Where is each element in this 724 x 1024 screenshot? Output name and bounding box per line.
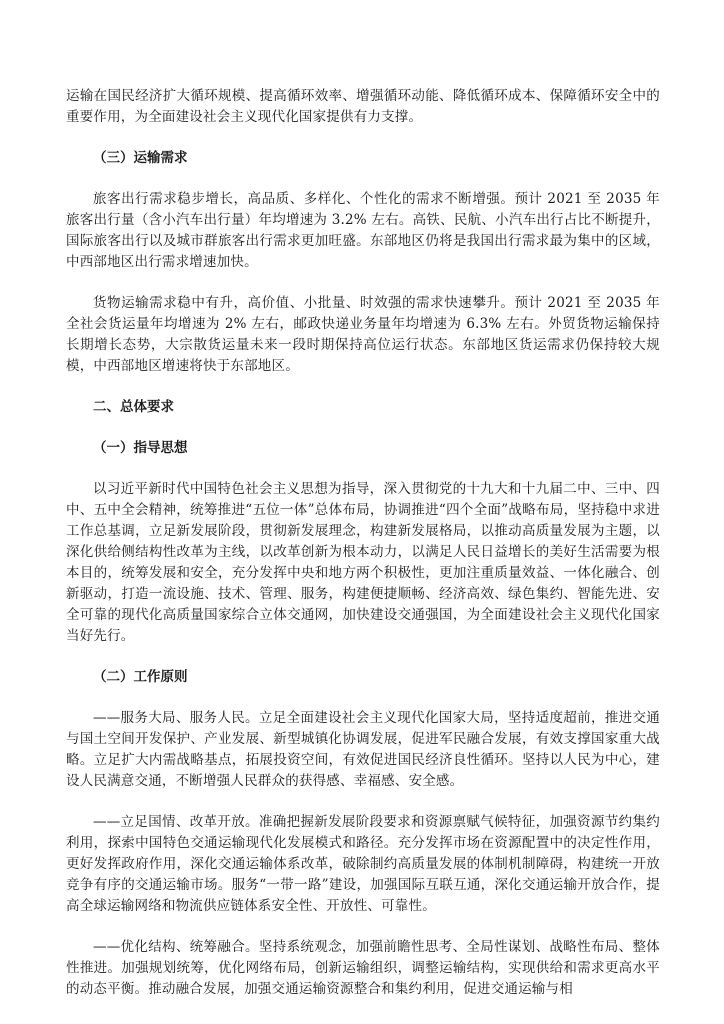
paragraph-principle-optimize-structure: ——优化结构、统筹融合。坚持系统观念，加强前瞻性思考、全局性谋划、战略性布局、整体性推进。加强规划统筹，优化网络布局，创新运输组织，调整运输结构，实现供给和需求更高水平的动态平衡。推动融合发展，加强交通运输资源整合和集约利用，促进交通运输与相 [66,939,660,997]
paragraph-guiding-ideology: 以习近平新时代中国特色社会主义思想为指导，深入贯彻党的十九大和十九届二中、三中、四中、五中全会精神，统筹推进“五位一体”总体布局，协调推进“四个全面”战略布局，坚持稳中求进工作总基调，立足新发展阶段，贯彻新发展理念，构建新发展格局，以推动高质量发展为主题，以深化供给侧结构性改革为主线，以改革创新为根本动力，以满足人民日益增长的美好生活需要为根本目的，统筹发展和安全，充分发挥中央和地方两个积极性，更加注重质量效益、一体化融合、创新驱动，打造一流设施、技术、管理、服务，构建便捷顺畅、经济高效、绿色集约、智能先进、安全可靠的现代化高质量国家综合立体交通网，加快建设交通强国，为全面建设社会主义现代化国家当好先行。 [66,481,660,644]
heading-transport-demand: （三）运输需求 [93,150,188,166]
spacer [66,418,660,438]
paragraph-intro-continuation: 运输在国民经济扩大循环规模、提高循环效率、增强循环动能、降低循环成本、保障循环安全中的重要作用，为全面建设社会主义现代化国家提供有力支撑。 [66,88,660,125]
paragraph-principle-serve-people: ——服务大局、服务人民。立足全面建设社会主义现代化国家大局，坚持适度超前，推进交通与国土空间开发保护、产业发展、新型城镇化协调发展，促进军民融合发展，有效支撑国家重大战略。立足扩大内需战略基点，拓展投资空间，有效促进国民经济良性循环。坚持以人民为中心，建设人民满意交通，不断增强人民群众的获得感、幸福感、安全感。 [66,710,660,789]
spacer [66,169,660,189]
document-page [66,86,660,1000]
spacer [66,128,660,148]
paragraph-principle-reform-opening: ——立足国情、改革开放。准确把握新发展阶段要求和资源禀赋气候特征，加强资源节约集约利用，探索中国特色交通运输现代化发展模式和路径。充分发挥市场在资源配置中的决定性作用，更好发挥政府作用，深化交通运输体系改革，破除制约高质量发展的体制机制障碍，构建统一开放竞争有序的交通运输市场。服务“一带一路”建设，加强国际互联互通，深化交通运输开放合作，提高全球运输网络和物流供应链体系安全性、开放性、可靠性。 [66,814,660,914]
heading-overall-requirements: 二、总体要求 [93,399,174,415]
heading-guiding-ideology: （一）指导思想 [93,440,188,456]
spacer [66,273,660,293]
spacer [66,459,660,479]
spacer [66,792,660,812]
heading-working-principles: （二）工作原则 [93,669,188,685]
spacer [66,647,660,667]
spacer [66,688,660,708]
spacer [66,377,660,397]
paragraph-freight-demand: 货物运输需求稳中有升，高价值、小批量、时效强的需求快速攀升。预计 2021 至 2035 年全社会货运量年均增速为 2% 左右，邮政快递业务量年均增速为 6.3% 左右。外贸货物运输保持长期增长态势，大宗散货运量未来一段时期保持高位运行状态。东部地区货运需求仍保持较大规模，中西部地区增速将快于东部地区。 [66,295,660,374]
spacer [66,917,660,937]
paragraph-passenger-demand: 旅客出行需求稳步增长，高品质、多样化、个性化的需求不断增强。预计 2021 至 2035 年旅客出行量（含小汽车出行量）年均增速为 3.2% 左右。高铁、民航、小汽车出行占比不断提升，国际旅客出行以及城市群旅客出行需求更加旺盛。东部地区仍将是我国出行需求最为集中的区域，中西部地区出行需求增速加快。 [66,191,660,270]
